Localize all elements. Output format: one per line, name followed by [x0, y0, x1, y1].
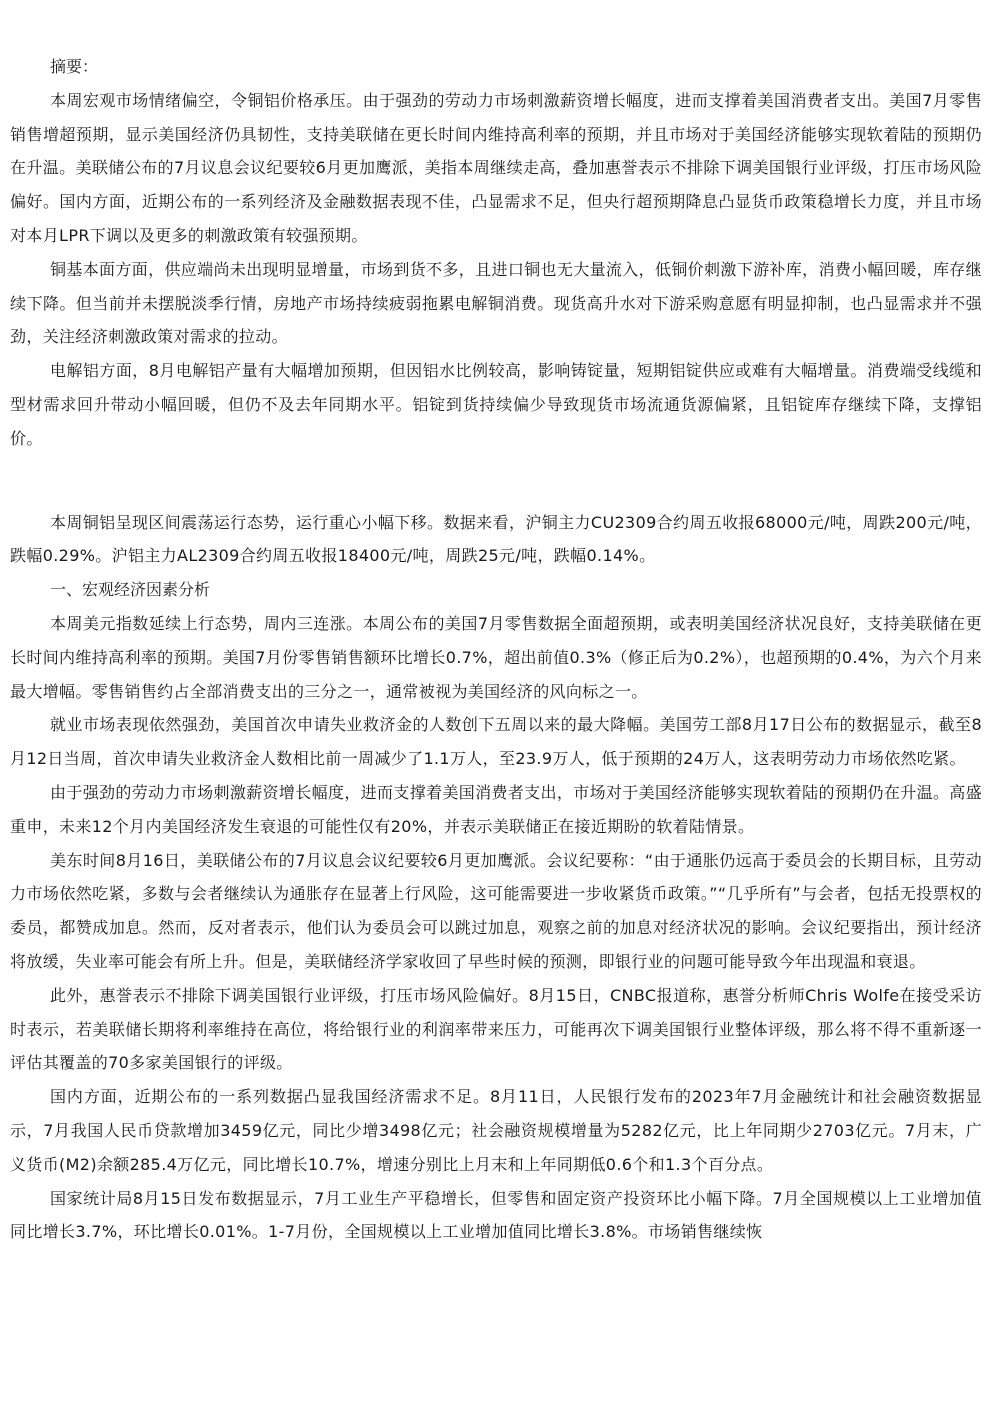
summary-paragraph-copy: 铜基本面方面，供应端尚未出现明显增量，市场到货不多，且进口铜也无大量流入，低铜价刺激下游补库，消费小幅回暖，库存继续下降。但当前并未摆脱淡季行情，房地产市场持续疲弱拖累电解铜消费。现货高升水对下游采购意愿有明显抑制，也凸显需求并不强劲，关注经济刺激政策对需求的拉动。: [10, 259, 982, 347]
document-body: [10, 50, 982, 1249]
section-paragraph-china-industry: 国家统计局8月15日发布数据显示，7月工业生产平稳增长，但零售和固定资产投资环比小幅下降。7月全国规模以上工业增加值同比增长3.7%，环比增长0.01%。1-7月份，全国规模以上工业增加值同比增长3.8%。市场销售继续恢: [10, 1188, 982, 1242]
summary-label: 摘要：: [50, 57, 99, 76]
section-paragraph-employment: 就业市场表现依然强劲，美国首次申请失业救济金的人数创下五周以来的最大降幅。美国劳工部8月17日公布的数据显示，截至8月12日当周，首次申请失业救济金人数相比前一周减少了1.1万人，至23.9万人，低于预期的24万人，这表明劳动力市场依然吃紧。: [10, 715, 982, 769]
summary-paragraph-aluminum: 电解铝方面，8月电解铝产量有大幅增加预期，但因铝水比例较高，影响铸锭量，短期铝锭供应或难有大幅增量。消费端受线缆和型材需求回升带动小幅回暖，但仍不及去年同期水平。铝锭到货持续偏少导致现货市场流通货源偏紧，且铝锭库存继续下降，支撑铝价。: [10, 361, 982, 448]
summary-paragraph-macro: 本周宏观市场情绪偏空，令铜铝价格承压。由于强劲的劳动力市场刺激薪资增长幅度，进而支撑着美国消费者支出。美国7月零售销售增超预期，显示美国经济仍具韧性，支持美联储在更长时间内维持高利率的预期，并且市场对于美国经济能够实现软着陆的预期仍在升温。美联储公布的7月议息会议纪要较6月更加鹰派，美指本周继续走高，叠加惠誉表示不排除下调美国银行业评级，打压市场风险偏好。国内方面，近期公布的一系列经济及金融数据表现不佳，凸显需求不足，但央行超预期降息凸显货币政策稳增长力度，并且市场对本月LPR下调以及更多的刺激政策有较强预期。: [10, 90, 982, 245]
section-title-macro: 一、宏观经济因素分析: [50, 580, 211, 600]
section-paragraph-fitch: 此外，惠誉表示不排除下调美国银行业评级，打压市场风险偏好。8月15日，CNBC报道称，惠誉分析师Chris Wolfe在接受采访时表示，若美联储长期将利率维持在高位，将给银行业的利润率带来压力，可能再次下调美国银行业整体评级，那么将不得不重新逐一评估其覆盖的70多家美国银行的评级。: [10, 985, 982, 1073]
section-paragraph-china-finance: 国内方面，近期公布的一系列数据凸显我国经济需求不足。8月11日，人民银行发布的2023年7月金融统计和社会融资数据显示，7月我国人民币贷款增加3459亿元，同比少增3498亿元；社会融资规模增量为5282亿元，比上年同期少2703亿元。7月末，广义货币(M2)余额285.4万亿元，同比增长10.7%，增速分别比上月末和上年同期低0.6个和1.3个百分点。: [10, 1087, 982, 1174]
paragraph-gap: [10, 456, 982, 506]
section-paragraph-fed-minutes: 美东时间8月16日，美联储公布的7月议息会议纪要较6月更加鹰派。会议纪要称：“由于通胀仍远高于委员会的长期目标，且劳动力市场依然吃紧，多数与会者继续认为通胀存在显著上行风险，这可能需要进一步收紧货币政策。”“几乎所有”与会者，包括无投票权的委员，都赞成加息。然而，反对者表示，他们认为委员会可以跳过加息，观察之前的加息对经济状况的影响。会议纪要指出，预计经济将放缓，失业率可能会有所上升。但是，美联储经济学家收回了早些时候的预测，即银行业的问题可能导致今年出现温和衰退。: [10, 850, 982, 971]
section-paragraph-dollar-index: 本周美元指数延续上行态势，周内三连涨。本周公布的美国7月零售数据全面超预期，或表明美国经济状况良好，支持美联储在更长时间内维持高利率的预期。美国7月份零售销售额环比增长0.7%，超出前值0.3%（修正后为0.2%），也超预期的0.4%，为六个月来最大增幅。零售销售约占全部消费支出的三分之一，通常被视为美国经济的风向标之一。: [10, 613, 982, 701]
weekly-price-paragraph: 本周铜铝呈现区间震荡运行态势，运行重心小幅下移。数据来看，沪铜主力CU2309合约周五收报68000元/吨，周跌200元/吨，跌幅0.29%。沪铝主力AL2309合约周五收报18400元/吨，周跌25元/吨，跌幅0.14%。: [10, 512, 982, 566]
section-paragraph-soft-landing: 由于强劲的劳动力市场刺激薪资增长幅度，进而支撑着美国消费者支出，市场对于美国经济能够实现软着陆的预期仍在升温。高盛重申，未来12个月内美国经济发生衰退的可能性仅有20%，并表示美联储正在接近期盼的软着陆情景。: [10, 782, 982, 836]
